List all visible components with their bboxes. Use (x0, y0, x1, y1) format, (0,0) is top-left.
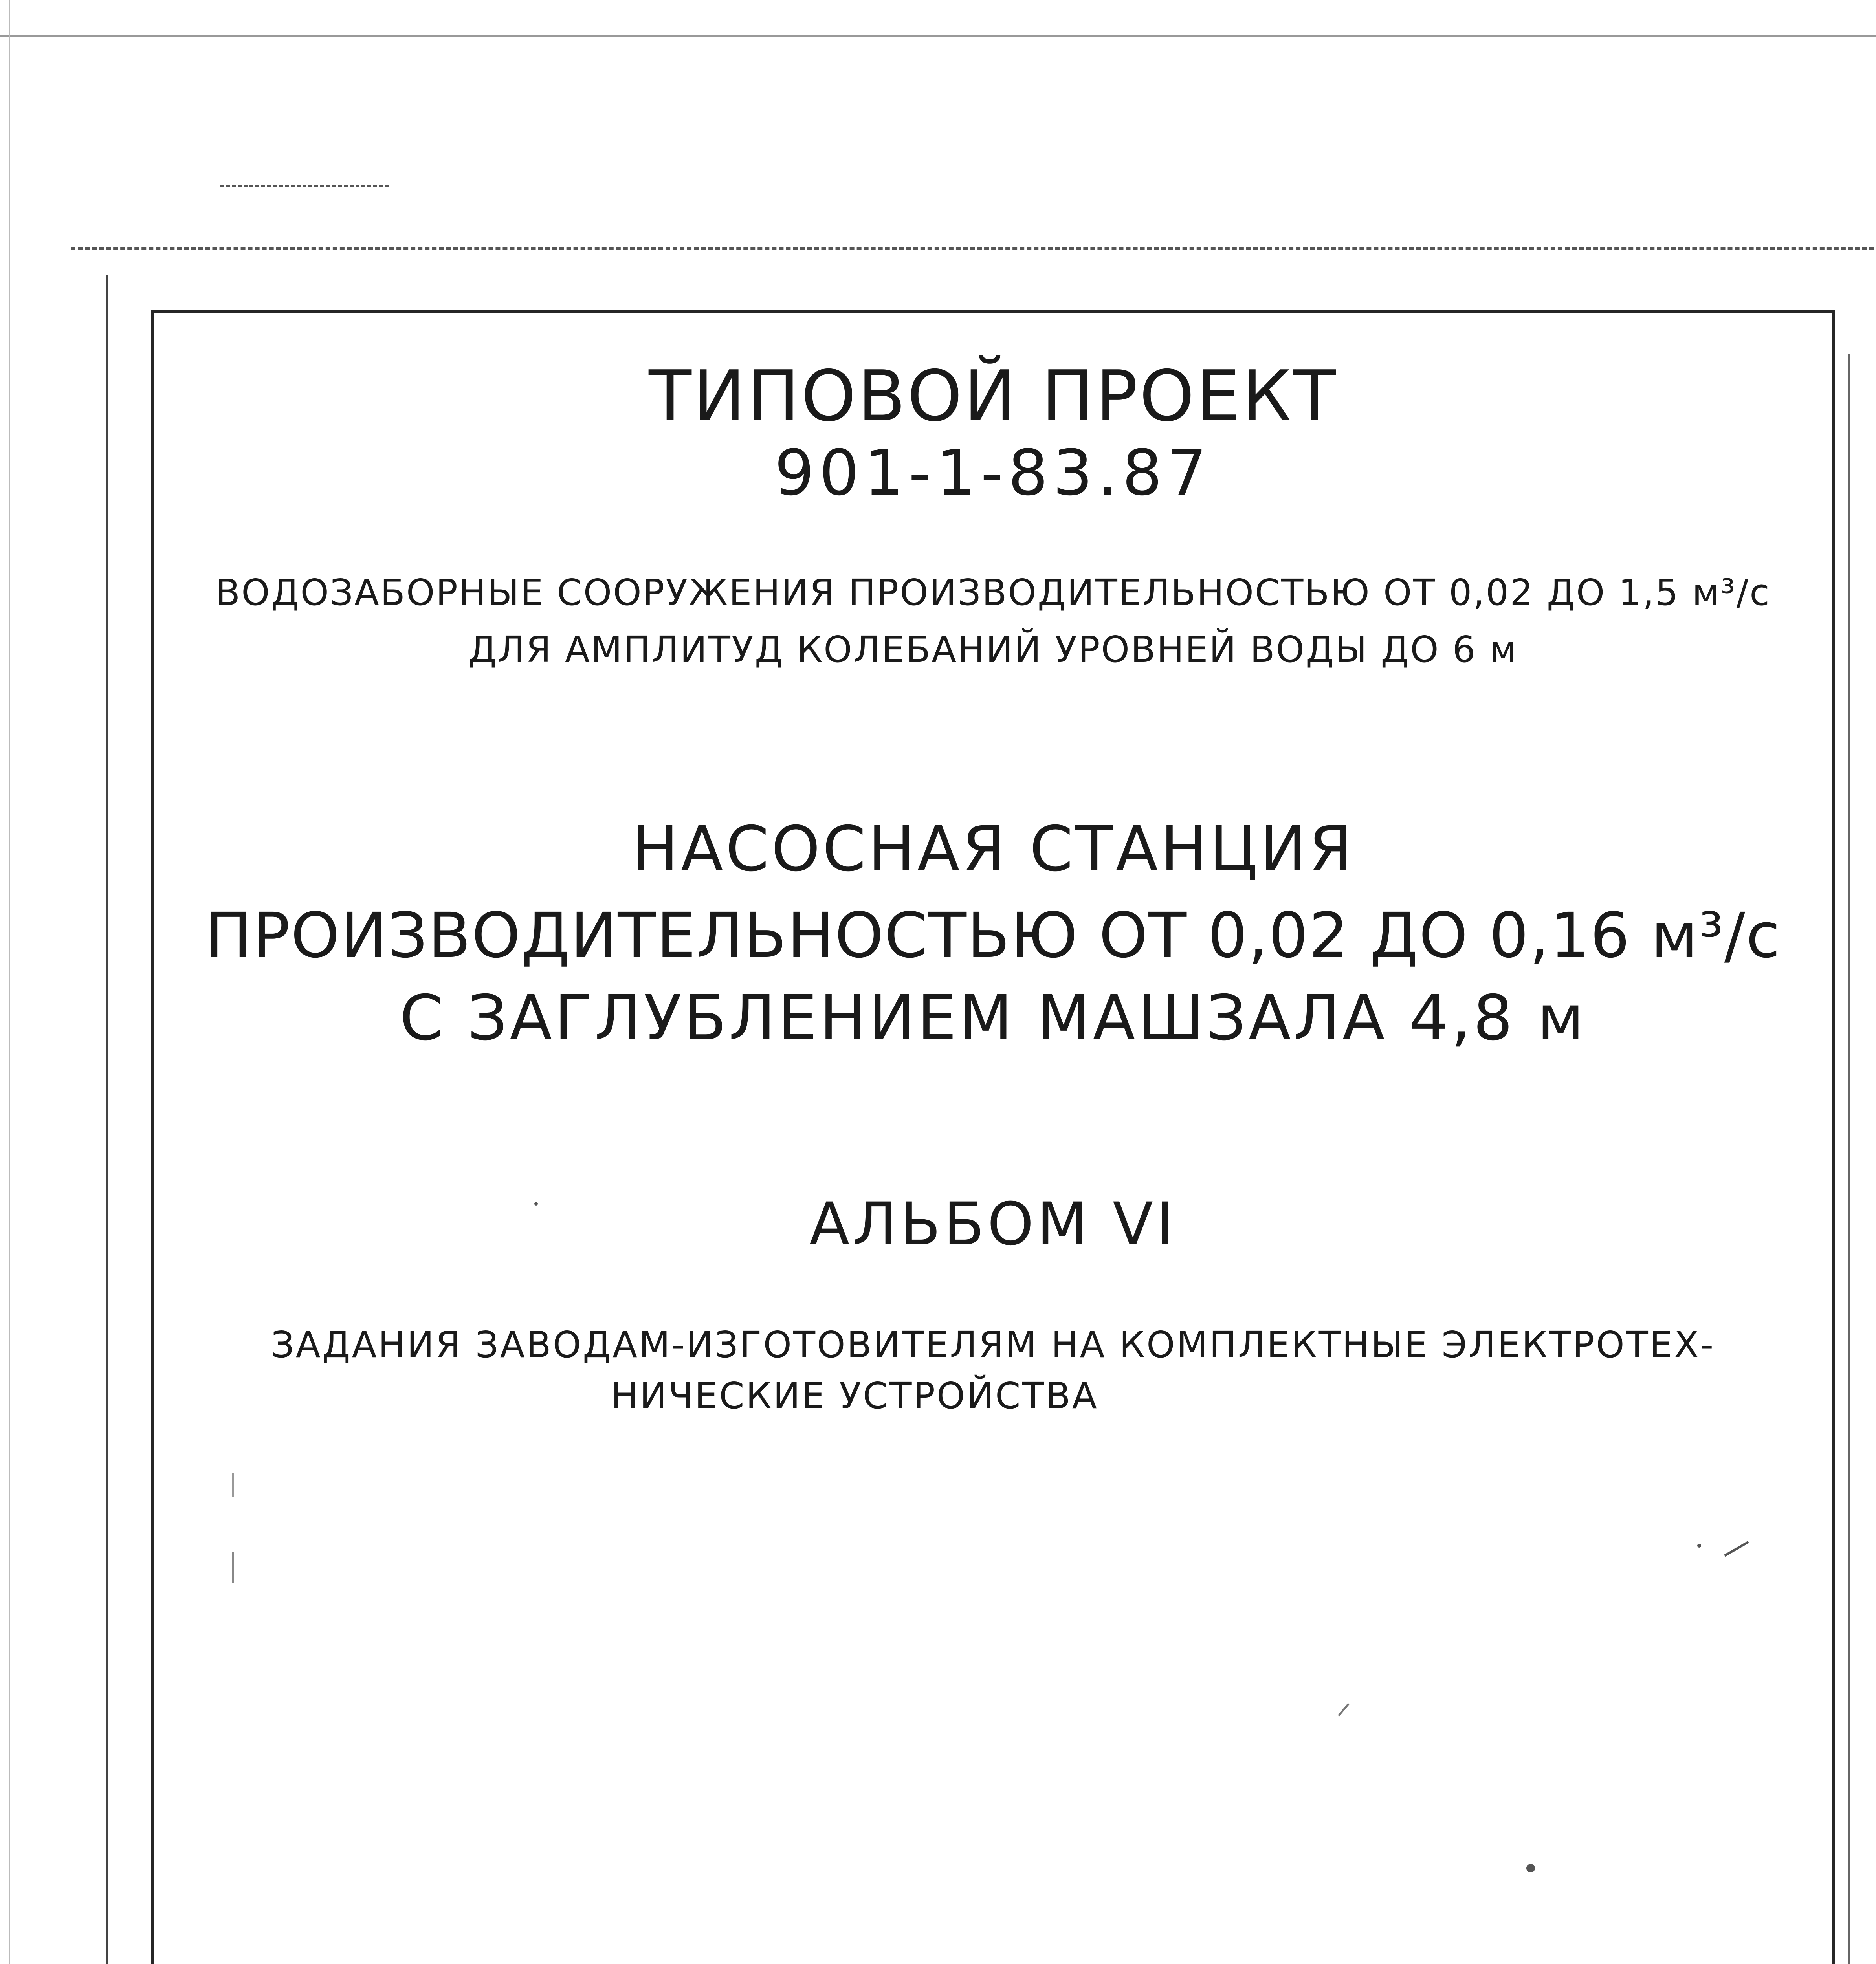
speck (1526, 1864, 1535, 1872)
margin-dots (232, 1552, 234, 1583)
frame-outer-left (106, 275, 108, 1964)
station-line-2: ПРОИЗВОДИТЕЛЬНОСТЬЮ ОТ 0,02 ДО 0,16 м³/с (205, 900, 1781, 972)
drawing-frame (151, 310, 1835, 1964)
project-number: 901-1-83.87 (774, 436, 1212, 509)
task-line-2: НИЧЕСКИЕ УСТРОЙСТВА (611, 1375, 1098, 1417)
station-line-3: С ЗАГЛУБЛЕНИЕМ МАШЗАЛА 4,8 м (400, 982, 1586, 1054)
right-fold-line (1848, 354, 1850, 1964)
speck (534, 1202, 538, 1206)
speck (1697, 1544, 1701, 1548)
station-line-1: НАСОСНАЯ СТАНЦИЯ (631, 813, 1355, 885)
project-type-title: ТИПОВОЙ ПРОЕКТ (649, 355, 1337, 437)
album-label: АЛЬБОМ VI (809, 1190, 1177, 1259)
margin-dots (232, 1473, 234, 1497)
subtitle-line-1: ВОДОЗАБОРНЫЕ СООРУЖЕНИЯ ПРОИЗВОДИТЕЛЬНОСТЬЮ ОТ 0,02 ДО 1,5 м³/с (215, 572, 1771, 614)
task-line-1: ЗАДАНИЯ ЗАВОДАМ-ИЗГОТОВИТЕЛЯМ НА КОМПЛЕКТНЫЕ ЭЛЕКТРОТЕХ- (271, 1324, 1715, 1366)
subtitle-line-2: ДЛЯ АМПЛИТУД КОЛЕБАНИЙ УРОВНЕЙ ВОДЫ ДО 6 м (468, 628, 1518, 671)
scan-edge-top (0, 35, 1876, 37)
top-cut-line (71, 247, 1874, 250)
scan-edge-left (9, 0, 10, 1964)
top-scribble (220, 185, 389, 187)
